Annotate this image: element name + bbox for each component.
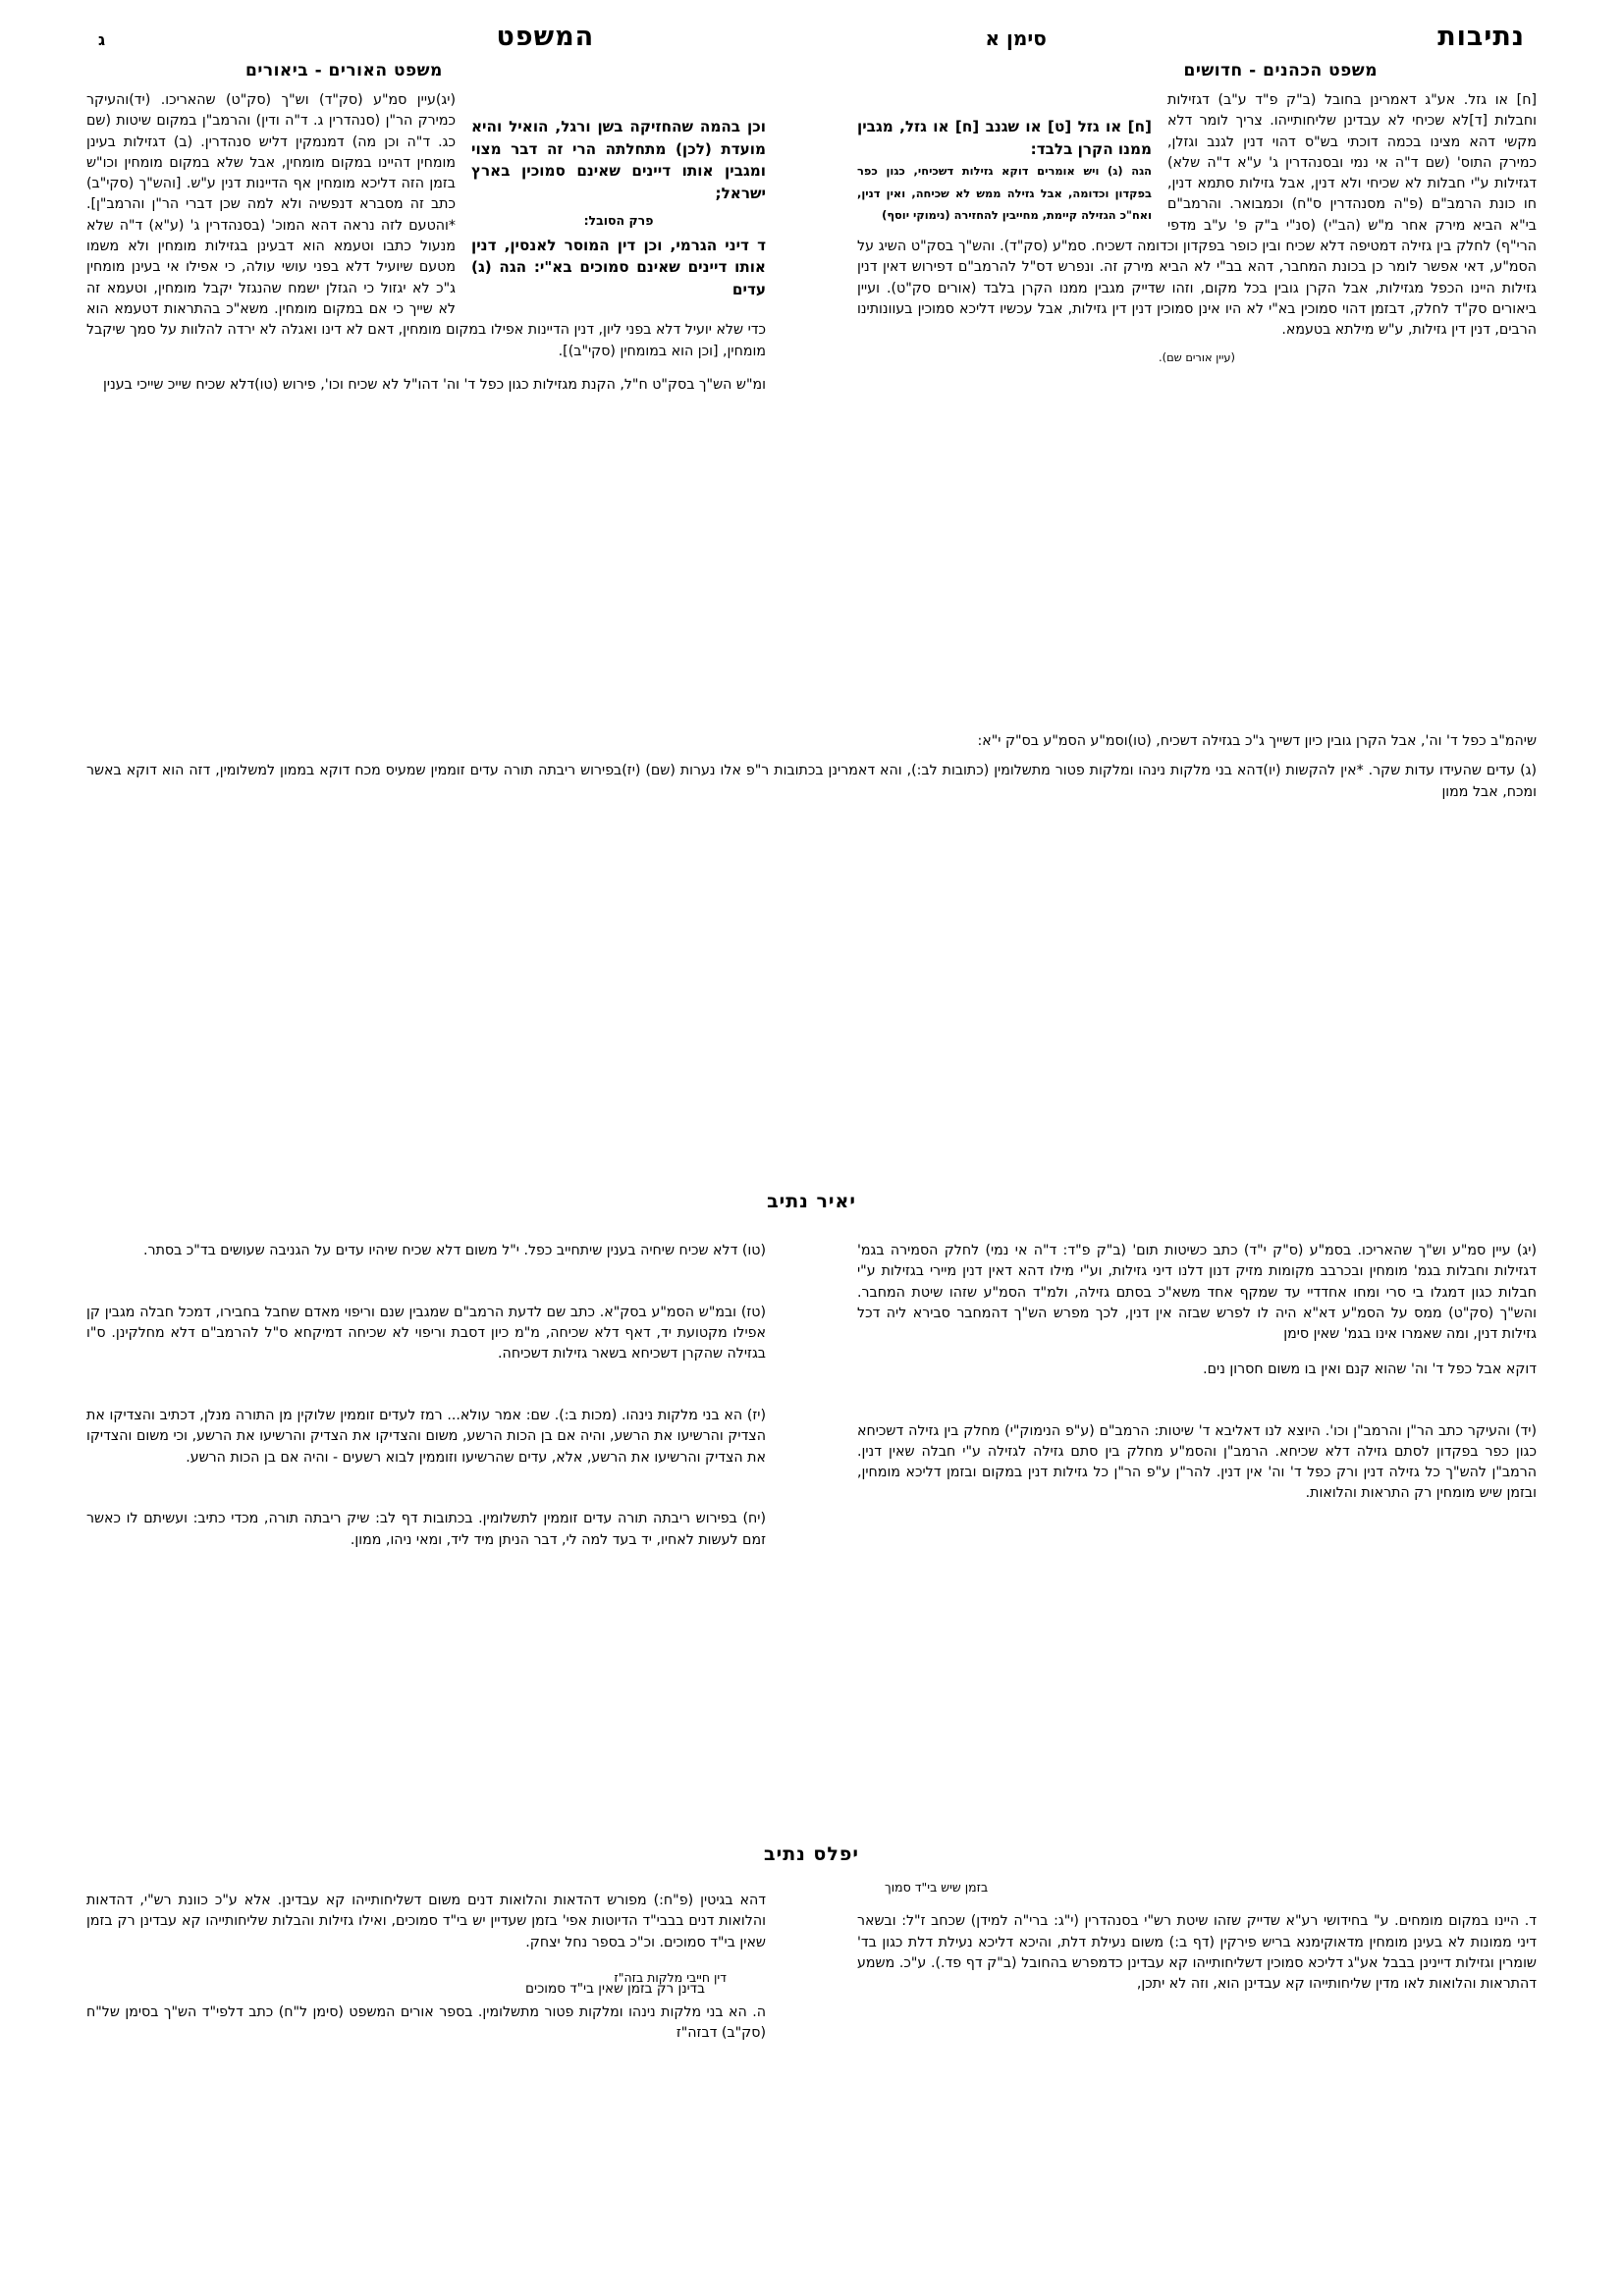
column-biurim (86, 90, 766, 396)
inset-left-line1: וכן בהמה שהחזיקה בשן ורגל, הואיל והיא מועדת (לכן) מתחלתה הרי זה דבר מצוי ומגבין אותו דיינים שאינם סמוכין בארץ ישראל; (471, 118, 766, 202)
column-headings (98, 61, 1525, 86)
fullwidth-line-1: שיהמ"ב כפל ד' וה', אבל הקרן גובין כיון דשייך ג"כ בגזילה דשכיח, (טו)וסמ"ע הסמ"ע בס"ק י"א: (977, 733, 1537, 749)
spacer (86, 1482, 766, 1495)
spacer (86, 1379, 766, 1392)
folio-number: ג (98, 30, 106, 49)
mid-small-left-line: בדינן רק בזמן שאין בי"ד סמוכים (525, 1981, 705, 1997)
spacer (857, 1394, 1537, 1407)
title-right: נתיבות (1437, 22, 1525, 52)
spacer (86, 362, 766, 375)
yair-left-note-15: (טו) דלא שכיח שיחיה בענין שיתחייב כפל. י"ל משום דלא שכיח שיהיו עדים על הגניבה שעושים בד"כ בסתר. (143, 1243, 766, 1259)
banner-yair-nativ: יאיר נתיב (767, 1191, 856, 1212)
yafles-left-subhead: דין חייבי מלקות בזה"ז (614, 1970, 727, 1986)
spacer (86, 1276, 766, 1289)
yafles-column-left (86, 1877, 766, 2058)
biurim-paragraph-1: (יג)עיין סמ"ע (סק"ד) וש"ך (סק"ט) שהאריכו. (יד)והעיקר כמירק הר"ן (סנהדרין ג. ד"ה ודין) והרמב"ן במקום שיטות (שם כג. ד"ה וכן מה) דמנמקין דליש סנהדרין. (ב) דגזילות בעינן מומחין דהיינו במקום מומחין, אבל שלא במקום מומחין וכו"ש בזמן הזה דליכא מומחין אף הדיינות דנין ע"ש. [והש"ך (סקי"ב) כתב זה מסברא דנפשיה ולא למה שכן דברי הר"ן והרמב"ן]. *והטעם לזה נראה דהא המוכ' (בסנהדרין ג' (ע"א) ד"ה שלא מנעול כתבו וטעמא הוא דבעינן בגזילות מומחין ולא משמו מטעם שיועיל דלא בפני עושי עולה, כי אפילו אי בעינן מומחין ג"כ לא יגזול כי הגזלן ישמח שהנגזל יקבל מומחין, וטעמא זה לא שייך כי אם במקום מומחין. משא"כ בהתראות דטעמא הוא כדי שלא יועיל דלא בפני ליון, דנין הדיינות אפילו במקום מומחין, דאם לא דינו ואגלה לא ירדה להלוות על סמך שיקבל מומחין, [וכן הוא במומחין (סקי"ב)]. (86, 92, 766, 359)
inset-right-line1: [ח] או גזל [ט] או שגנב [ח] או גזל, מגבין ממנו הקרן בלבד: (857, 118, 1152, 158)
section-yafles-nativ (86, 1877, 1537, 2220)
inset-right-line2: הגה (ג) ויש אומרים דוקא גזילות דשכיחי, כגון כפר בפקדון וכדומה, אבל גזילה ממש לא שכיחה, ואין דנין, ואח"כ הגזילה קיימת, מחייבין להחזירה (נימוקי יוסף) (857, 164, 1152, 222)
inset-base-text-left (471, 116, 766, 300)
yafles-left-note-opening: דהא בגיטין (פ"ח:) מפורש דהדאות והלואות דנים משום דשליחותייהו קא עבדינן. אלא ע"כ כוונת רש"י, דהדאות והלואות דנים בבבי"ד הדיוטות אפי' בזמן שעדיין יש בי"ד סמוכים, ואילו גזילות והבלות שליחותייהו קא עבדינן רק בזמן שאין בי"ד סמוכים. וכ"כ בספר נחל יצחק. (86, 1893, 766, 1950)
chiddushim-paragraph-1: [ח] או גזל. אע"ג דאמרינן בחובל (ב"ק פ"ד ע"ב) דגזילות וחבלות [ד]לא שכיחי לא עבדינן שליחותייהו. צריך לומר דלא מקשי דהא מצינו בכמה דוכתי בש"ס דהוי דנין לגנב וגזלן, כמירק התוס' (שם ד"ה אי נמי ובסנהדרין ג' ע"א ד"ה שלא) דגזילות ע"י חבלות לא שכיחי ולא דנין, אבל גזילות סתמא דנין, חו כונת הרמב"ם (פ"ה מסנהדרין ס"ח) וכמבואר. והרמב"ם בי"א הביא מירק אחר מ"ש (הב"י) (סנ"י ב"ק פ' ע"ב מדפי הרי"ף) לחלק בין גזילה דמטיפה דלא שכיח ובין כופר בפקדון וכדומה דשכיח. סמ"ע (סק"ד). והש"ך בסק"ט השיג על הסמ"ע, דאי אפשר לומר כן בכונת המחבר, דהא בב"י לא הביא מירק זה. ונפרש דס"ל להרמב"ם דפירוש דאין דנין גזילות היינו הכפל מגזילות, אבל הקרן גובין בכל מקום, וזהו שדייק מגבין ממנו הקרן בלבד (אורים סק"ט). ועיין ביאורים סק"ד לחלק, דבזמן דהוי סמוכין בא"י לא היו אינן סמוכין דנין דין גזילות, אבל עכשיו דליכא סמוכין בעוונותינו הרבים, דנין דין גזילות, ע"ש מילתא בטעמא. (857, 92, 1537, 339)
yair-right-note-14: (יד) והעיקר כתב הר"ן והרמב"ן וכו'. היוצא לנו דאליבא ד' שיטות: הרמב"ם (ע"פ הנימוק"י) מחלק בין גזילה דשכיחא כגון כפר בפקדון לסתם גזילה דלא שכיחא. הרמב"ן והסמ"ע מחלק בין סתם גזילה לגזילה ע"י חבלה שאין דנין. הרמב"ן להש"ך כל גזילה דנין ורק כפל ד' וה' אין דנין. להר"ן ע"פ הר"ן כל גזילות דנין במקום ובזמן דליכא מומחין, ובזמן שיש מומחין רק התראות והלואות. (857, 1422, 1537, 1502)
yair-left-note-17: (יז) הא בני מלקות נינהו. (מכות ב:). שם: אמר עולא... רמז לעדים זוממין שלוקין מן התורה מנלן, דכתיב והצדיקו את הצדיק והרשיעו את הרשע, והיה אם בן הכות הרשע, משום והצדיקו את הצדיק והרשיעו את הרשע, וכי משום והצדיקו את הצדיק והרשיעו את הרשע, אלא, עדים שהרשיעו וזוממין לבוא רשעים - והיה אם בן הכות הרשע. (86, 1408, 766, 1466)
siman-label: סימן א (985, 27, 1047, 50)
fullwidth-line-2: (ג) עדים שהעידו עדות שקר. *אין להקשות (יו)דהא בני מלקות נינהו ומלקות פטור מתשלומין (כתובות לב:), והא דאמרינן בכתובות ר"פ אלו נערות (שם) (יז)בפירוש ריבתה תורה עדים זוממין שמעיס מכח דוקא בממון למשלומין, דזה הוא דוקא באשר ומכח, אבל ממון (86, 763, 1537, 800)
inset-mid-block: ד דיני הגרמי, וכן דין המוסר לאנסין, דנין אותו דיינים שאינם סמוכים בא"י: הגה (ג) עדים (471, 236, 766, 298)
yafles-column-right (857, 1877, 1537, 2009)
yair-right-note-13: (יג) עיין סמ"ע וש"ך שהאריכו. בסמ"ע (ס"ק י"ד) כתב כשיטות תום' (ב"ק פ"ד: ד"ה אי נמי) לחלק הסמירה בגמ' דגזילות וחבלות בגמ' מומחין ובכרבב מקומות מזיק דנון דלנו דיני גזילות, וע"י מילו דהא דאין דנין מיירי בגזילות ע"י חבלות כגון דמגלו בי סרי ומחו אחדדיי עד שמקף אחד משא"כ בסתם גזילה, ולמ"ד הסמ"ע שזהו שיטת המחבר. והש"ך (סק"ט) ממס על הסמ"ע דא"א היה לו לפרש שבזה אין דנין, לכך מפרש הש"ך דהמחבר סבירא ליה דכל גזילות דנין, ומה שאמרו אינו בגמ' שאין סימן (857, 1243, 1537, 1343)
title-left: המשפט (496, 22, 595, 52)
heading-chiddushim: משפט הכהנים - חדושים (1183, 61, 1378, 80)
running-head (98, 22, 1525, 61)
yair-column-right (857, 1227, 1537, 1519)
yafles-right-subhead: בזמן שיש בי"ד סמוך (885, 1880, 989, 1895)
inset-base-text-right (857, 116, 1152, 227)
yair-column-left (86, 1227, 766, 1565)
yair-left-note-18: (יח) בפירוש ריבתה תורה עדים זוממין לתשלומין. בכתובות דף לב: שיק ריבתה תורה, מכדי כתיב: ועשיתם לו כאשר זמם לעשות לאחיו, יד בעד למה לי, דבר הניתן מיד ליד, ומאי ניהו, ממון. (86, 1511, 766, 1548)
column-chiddushim (857, 90, 1537, 368)
chiddushim-source-note: (עיין אורים שם). (1159, 349, 1235, 364)
heading-biurim: משפט האורים - ביאורים (245, 61, 443, 80)
banner-yafles-nativ: יפלס נתיב (764, 1843, 859, 1865)
yair-right-note-13b: דוקא אבל כפל ד' וה' שהוא קנם ואין בו משום חסרון נים. (1203, 1361, 1537, 1377)
yafles-left-note-hey: ה. הא בני מלקות נינהו ומלקות פטור מתשלומין. בספר אורים המשפט (סימן ל"ח) כתב דלפי"ד הש"ך בסימן של"ח (סק"ב) דבזה"ז (86, 2003, 766, 2042)
yair-left-note-16: (טז) ובמ"ש הסמ"ע בסק"א. כתב שם לדעת הרמב"ם שמגבין שנם וריפוי מאדם שחבל בחבירו, דמכל חבלה מגבין קן אפילו מקטועת יד, דאף דלא שכיחה, מ"מ כיון דסבת וריפוי לא שכיחה דמיקחא ס"ל להרמב"ם דלא מחלקינן. ס"ו בגזילה שהקרן דשכיחא בשאר גזילות דשכיחה. (86, 1304, 766, 1362)
yafles-right-note-dalet: ד. היינו במקום מומחים. ע" בחידושי רע"א שדייק שזהו שיטת רש"י בסנהדרין (י"ג: ברי"ה למידן) שכחב ז"ל: ובשאר דיני ממונות לא בעינן מומחין מדאוקימנא בריש פירקין (דף ב:) משום נעילת דלת, והיכא דליכא נעילת דלת כגון בד' שומרין וגזילות דיינינן בבבל אע"ג דליכא סמוכין דשליחותייהו קא עבדינן כדמפרש בהחובל (ב"ק דף פד.). ע"כ. משמע דהתראות והלואות לאו מדין שליחותייהו קא עבדינן הוא, וזה לא יתכן, (857, 1913, 1537, 1993)
biurim-paragraph-2: ומ"ש הש"ך בסק"ט ח"ל, הקנת מגזילות כגון כפל ד' וה' דהו"ל לא שכיח וכו', פירוש (טו)דלא שכיח שייכ שייכי בענין (103, 376, 766, 393)
inset-left-perek: פרק הסובל: (583, 213, 654, 228)
section-yair-nativ (86, 1227, 1537, 1777)
main-body (86, 90, 1537, 719)
